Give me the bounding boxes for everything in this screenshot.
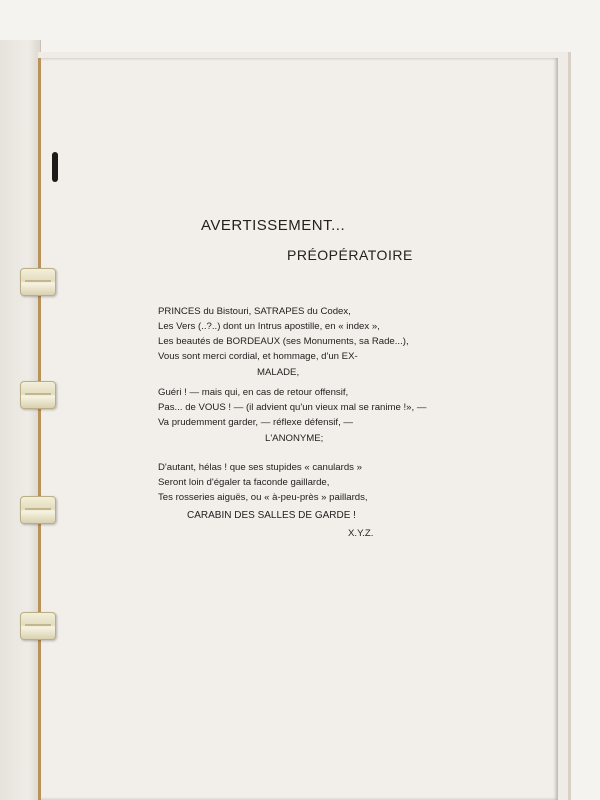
- stanza-signature: CARABIN DES SALLES DE GARDE !: [187, 510, 356, 521]
- closing-initials: X.Y.Z.: [348, 528, 374, 539]
- binding-ring: [20, 612, 56, 640]
- page-title: AVERTISSEMENT...: [201, 217, 346, 234]
- stanza-line: Seront loin d'égaler ta faconde gaillarde,: [158, 477, 330, 488]
- stanza-line: PRINCES du Bistouri, SATRAPES du Codex,: [158, 306, 351, 317]
- stanza-line: Les beautés de BORDEAUX (ses Monuments, sa Rade...),: [158, 336, 409, 347]
- stanza-line: Guéri ! — mais qui, en cas de retour offensif,: [158, 387, 349, 398]
- stanza-line: Les Vers (..?..) dont un Intrus apostille, en « index »,: [158, 321, 380, 332]
- stanza-2: [158, 385, 426, 446]
- binding-edge: [38, 58, 41, 800]
- left-page-edge: [0, 40, 41, 800]
- stanza-3: [158, 460, 368, 523]
- stanza-line: Tes rosseries aiguës, ou « à-peu-près » paillards,: [158, 492, 368, 503]
- stanza-line: Vous sont merci cordial, et hommage, d'un EX-: [158, 351, 358, 362]
- stanza-1: [158, 304, 409, 380]
- stanza-signature: MALADE,: [257, 367, 300, 378]
- binding-hole: [52, 162, 58, 182]
- stanza-line: D'autant, hélas ! que ses stupides « canulards »: [158, 462, 362, 473]
- binding-ring: [20, 496, 56, 524]
- page-subtitle: PRÉOPÉRATOIRE: [287, 247, 413, 263]
- stanza-line: Pas... de VOUS ! — (il advient qu'un vieux mal se ranime !», —: [158, 402, 427, 413]
- binding-ring: [20, 268, 56, 296]
- binding-ring: [20, 381, 56, 409]
- stanza-line: Va prudemment garder, — réflexe défensif, —: [158, 417, 353, 428]
- stanza-signature: L'ANONYME;: [265, 433, 324, 444]
